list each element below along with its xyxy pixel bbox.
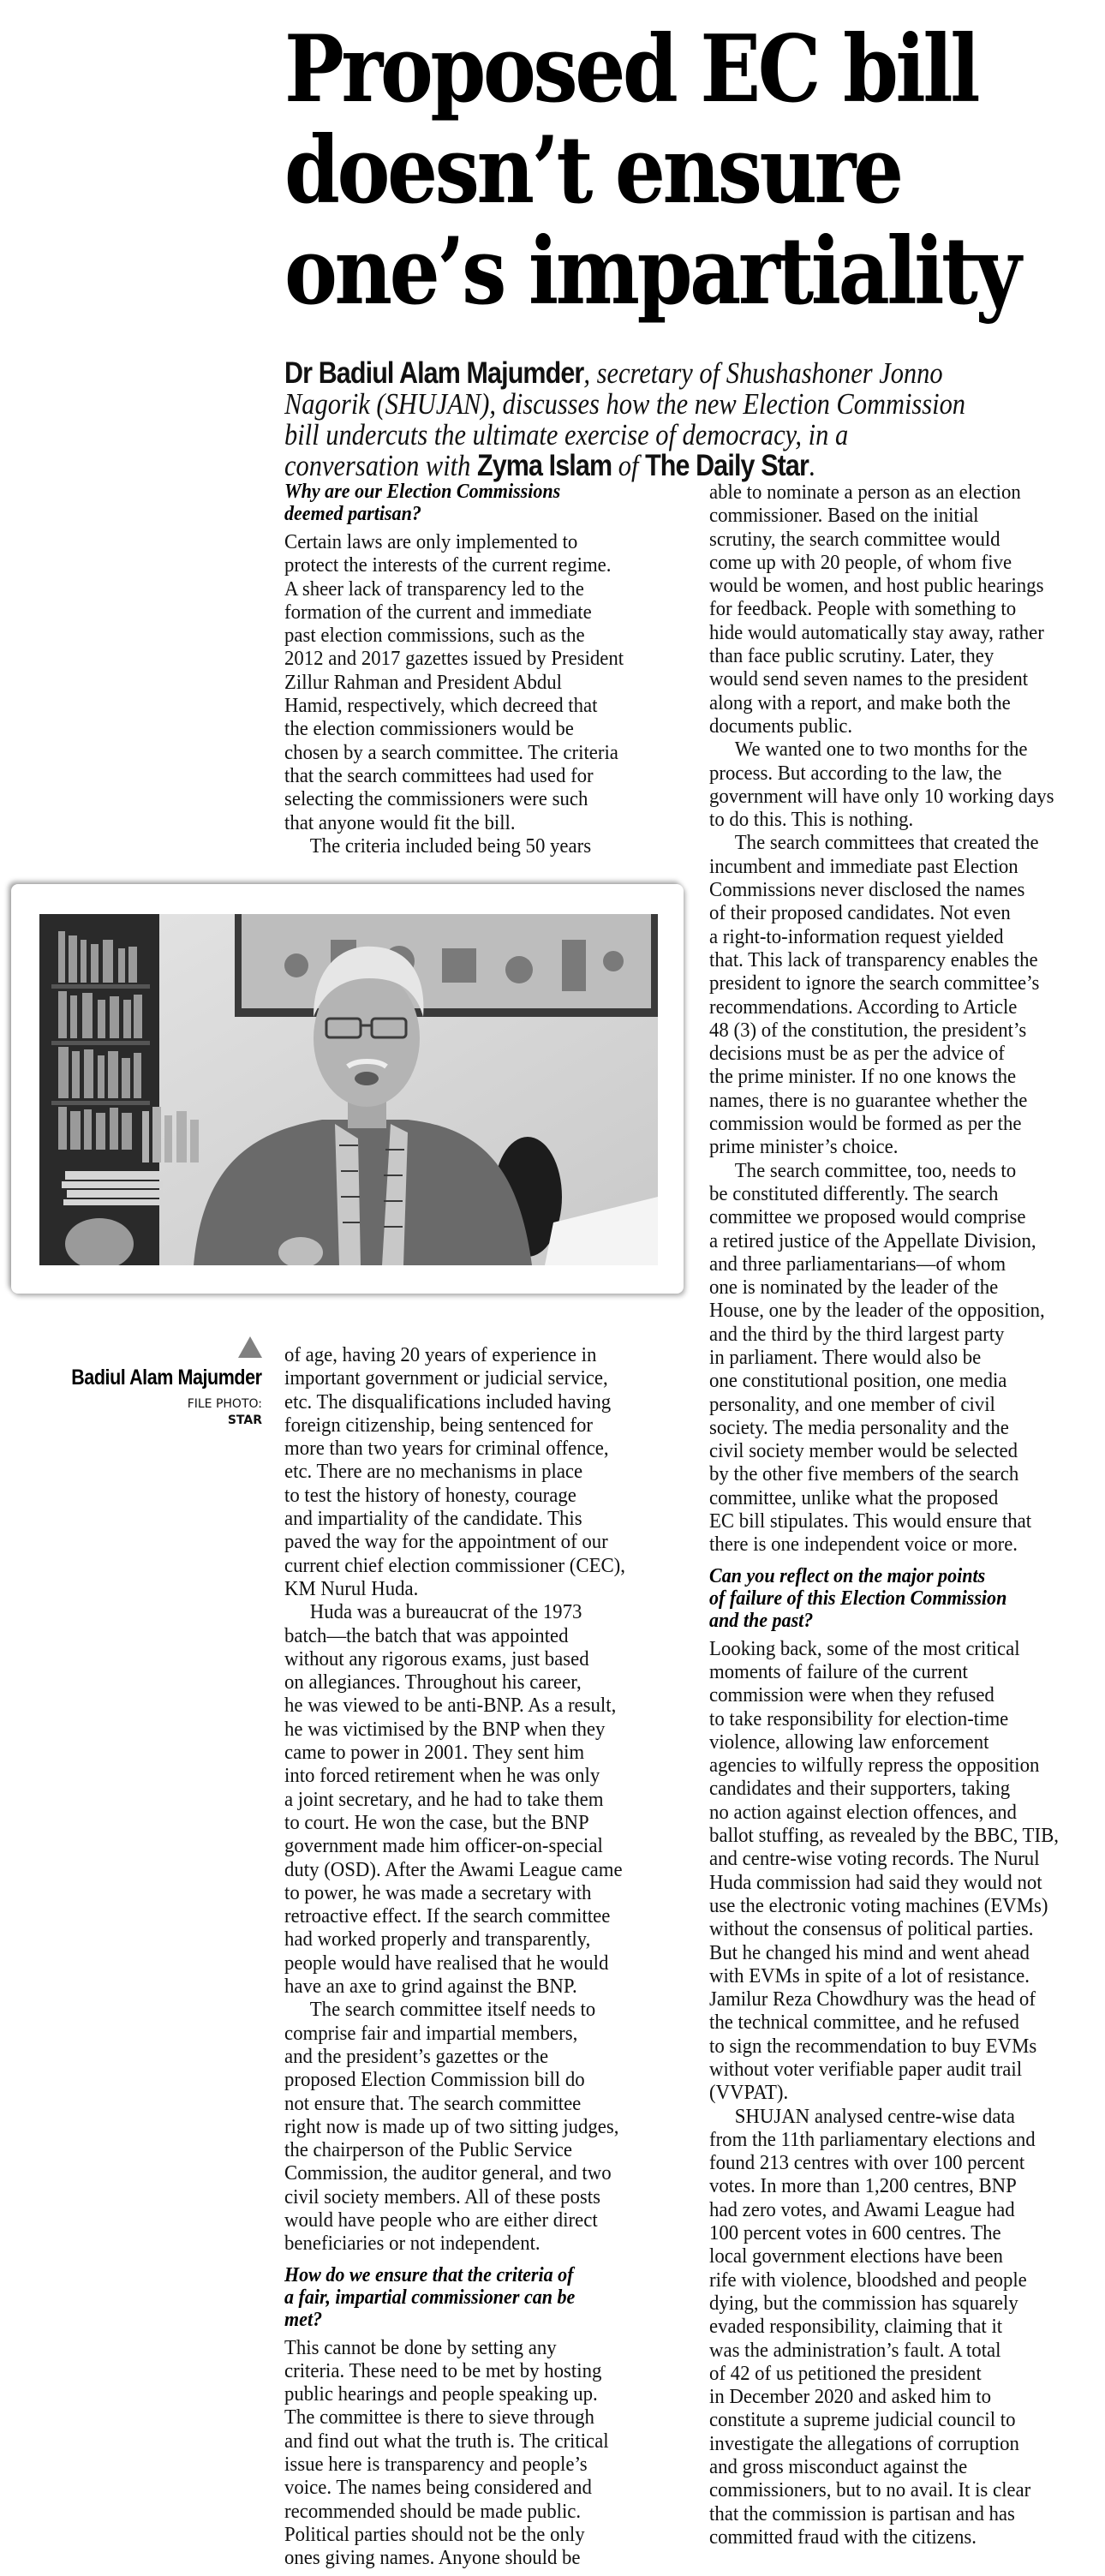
headline-line-3: one’s impartiality	[284, 218, 1019, 326]
paragraph-line: came to power in 2001. They sent him	[284, 1741, 585, 1765]
paragraph-line: (VVPAT).	[709, 2081, 789, 2105]
publication-name: The Daily Star	[645, 449, 809, 482]
paragraph-line: incumbent and immediate past Election	[709, 854, 1018, 878]
paragraph-line: commission would be formed as per the	[709, 1112, 1022, 1136]
paragraph-line: We wanted one to two months for the	[734, 738, 1028, 762]
paragraph-line: Huda commission had said they would not	[709, 1870, 1042, 1894]
paragraph-line: that. This lack of transparency enables the	[709, 947, 1038, 971]
headline-line-2: doesn’t ensure	[284, 117, 901, 224]
standfirst	[284, 358, 1015, 481]
headline-line-1: Proposed EC bill	[284, 15, 978, 123]
paragraph-line: Jamilur Reza Chowdhury was the head of	[709, 1987, 1036, 2011]
photo-illustration	[39, 914, 658, 1265]
paragraph-line: etc. There are no mechanisms in place	[284, 1460, 583, 1484]
paragraph-line: selecting the commissioners were such	[284, 787, 588, 811]
caption-name: Badiul Alam Majumder	[71, 1366, 262, 1390]
paragraph-line: evaded responsibility, claiming that it	[709, 2315, 1003, 2339]
paragraph-line: paved the way for the appointment of our	[284, 1530, 608, 1554]
photo-credit-source: STAR	[227, 1414, 262, 1427]
paragraph-line: than face public scrutiny. Later, they	[709, 644, 994, 668]
photo-frame	[11, 884, 684, 1294]
standfirst-text: of	[612, 449, 646, 482]
interviewer-name: Zyma Islam	[476, 449, 612, 482]
paragraph-line: names, there is no guarantee whether the	[709, 1088, 1028, 1112]
paragraph-line: of their proposed candidates. Not even	[709, 901, 1011, 925]
paragraph-line: civil society member would be selected	[709, 1439, 1018, 1463]
paragraph-line: ballot stuffing, as revealed by the BBC, TIB,	[709, 1824, 1059, 1848]
paragraph-line: rife with violence, bloodshed and people	[709, 2268, 1027, 2292]
paragraph-line: 48 (3) of the constitution, the president’s	[709, 1018, 1027, 1042]
paragraph-line: public hearings and people speaking up.	[284, 2382, 598, 2406]
question-heading-line: met?	[284, 2307, 323, 2331]
paragraph-line: and gross misconduct against the	[709, 2455, 968, 2479]
paragraph-line: constitute a supreme judicial council to	[709, 2408, 1016, 2432]
paragraph-line: for feedback. People with something to	[709, 597, 1017, 621]
paragraph-line: hide would automatically stay away, rather	[709, 620, 1044, 644]
paragraph-line: duty (OSD). After the Awami League came	[284, 1857, 623, 1881]
paragraph-line: comprise fair and impartial members,	[284, 2021, 578, 2045]
paragraph-line: issue here is transparency and people’s	[284, 2453, 588, 2477]
paragraph-line: to take responsibility for election-time	[709, 1706, 1009, 1730]
paragraph-line: in December 2020 and asked him to	[709, 2385, 992, 2409]
paragraph-line: there is one independent voice or more.	[709, 1533, 1018, 1557]
paragraph-line: votes. In more than 1,200 centres, BNP	[709, 2174, 1017, 2198]
paragraph-line: formation of the current and immediate	[284, 600, 592, 624]
paragraph-line: and the third by the third largest party	[709, 1322, 1005, 1346]
paragraph-line: But he changed his mind and went ahead	[709, 1940, 1030, 1964]
question-heading-line: Can you reflect on the major points	[709, 1563, 986, 1587]
paragraph-line: Commissions never disclosed the names	[709, 878, 1025, 902]
standfirst-text: , secretary of Shushashoner Jonno	[583, 356, 943, 390]
paragraph-line: more than two years for criminal offence,	[284, 1437, 609, 1461]
paragraph-line: he was viewed to be anti-BNP. As a result,	[284, 1694, 617, 1718]
paragraph-line: one constitutional position, one media	[709, 1369, 1007, 1393]
article-column-1-bottom	[284, 1343, 687, 2570]
paragraph-line: without any rigorous exams, just based	[284, 1647, 589, 1671]
paragraph-line: on allegiances. Throughout his career,	[284, 1671, 582, 1694]
paragraph-line: government will have only 10 working days	[709, 784, 1054, 808]
paragraph-line: and centre-wise voting records. The Nurul	[709, 1847, 1040, 1871]
paragraph-line: moments of failure of the current	[709, 1659, 968, 1683]
paragraph-line: Huda was a bureaucrat of the 1973	[309, 1600, 582, 1624]
paragraph-line: Looking back, some of the most critical	[709, 1636, 1020, 1660]
paragraph-line: be constituted differently. The search	[709, 1181, 999, 1205]
paragraph-line: 2012 and 2017 gazettes issued by President	[284, 647, 624, 671]
paragraph-line: the technical committee, and he refused	[709, 2011, 1019, 2035]
paragraph-line: people would have realised that he would	[284, 1951, 609, 1975]
question-heading-line: of failure of this Election Commission	[709, 1586, 1007, 1610]
standfirst-text: conversation with	[284, 449, 477, 482]
question-heading-line: deemed partisan?	[284, 502, 421, 525]
paragraph-line: society. The media personality and the	[709, 1415, 1009, 1439]
paragraph-line: proposed Election Commission bill do	[284, 2068, 585, 2092]
paragraph-line: investigate the allegations of corruption	[709, 2431, 1019, 2455]
paragraph-line: in parliament. There would also be	[709, 1345, 982, 1369]
paragraph-line: civil society members. All of these posts	[284, 2185, 600, 2208]
paragraph-line: would send seven names to the president	[709, 667, 1029, 691]
paragraph-line: and the president’s gazettes or the	[284, 2044, 549, 2068]
paragraph-line: the prime minister. If no one knows the	[709, 1065, 1017, 1089]
paragraph-line: right now is made up of two sitting judges,	[284, 2114, 619, 2138]
paragraph-line: KM Nurul Huda.	[284, 1576, 419, 1600]
paragraph-line: without the consensus of political parties.	[709, 1917, 1034, 1941]
paragraph-line: SHUJAN analysed centre-wise data	[734, 2104, 1015, 2128]
paragraph-line: personality, and one member of civil	[709, 1392, 995, 1416]
paragraph-line: Certain laws are only implemented to	[284, 530, 578, 553]
paragraph-line: that the commission is partisan and has	[709, 2501, 1015, 2525]
paragraph-line: process. But according to the law, the	[709, 761, 1002, 785]
paragraph-line: candidates and their supporters, taking	[709, 1777, 1011, 1801]
paragraph-line: would be women, and host public hearings	[709, 574, 1044, 598]
paragraph-line: without voter verifiable paper audit trail	[709, 2058, 1023, 2081]
paragraph-line: The criteria included being 50 years	[309, 834, 592, 858]
paragraph-line: 100 percent votes in 600 centres. The	[709, 2221, 1001, 2245]
paragraph-line: commissioners, but to no avail. It is clear	[709, 2478, 1031, 2502]
paragraph-line: to do this. This is nothing.	[709, 808, 914, 832]
question-heading-line: Why are our Election Commissions	[284, 480, 561, 503]
paragraph-line: to power, he was made a secretary with	[284, 1880, 592, 1904]
paragraph-line: have an axe to grind against the BNP.	[284, 1975, 577, 1999]
standfirst-text: bill undercuts the ultimate exercise of democracy, in a	[284, 418, 849, 451]
paragraph-line: committee, unlike what the proposed	[709, 1485, 999, 1509]
paragraph-line: no action against election offences, and	[709, 1800, 1017, 1824]
paragraph-line: Hamid, respectively, which decreed that	[284, 694, 598, 718]
paragraph-line: of age, having 20 years of experience in	[284, 1343, 597, 1366]
paragraph-line: batch—the batch that was appointed	[284, 1623, 569, 1647]
paragraph-line: Political parties should not be the only	[284, 2522, 585, 2546]
paragraph-line: government made him officer-on-special	[284, 1834, 603, 1858]
paragraph-line: criteria. These need to be met by hosting	[284, 2358, 602, 2382]
paragraph-line: that the search committees had used for	[284, 763, 594, 787]
paragraph-line: House, one by the leader of the opposition,	[709, 1299, 1045, 1323]
paragraph-line: voice. The names being considered and	[284, 2476, 592, 2500]
paragraph-line: recommendations. According to Article	[709, 995, 1018, 1019]
paragraph-line: scrutiny, the search committee would	[709, 527, 1000, 551]
question-heading-line: How do we ensure that the criteria of	[284, 2262, 574, 2286]
paragraph-line: found 213 centres with over 100 percent	[709, 2151, 1025, 2175]
paragraph-line: retroactive effect. If the search committee	[284, 1904, 611, 1928]
paragraph-line: he was victimised by the BNP when they	[284, 1717, 606, 1741]
question-heading-line: a fair, impartial commissioner can be	[284, 2285, 576, 2309]
photo-credit	[188, 1396, 262, 1429]
paragraph-line: the chairperson of the Public Service	[284, 2138, 572, 2162]
paragraph-line: violence, allowing law enforcement	[709, 1730, 989, 1754]
paragraph-line: A sheer lack of transparency led to the	[284, 577, 584, 601]
standfirst-text: .	[808, 449, 815, 482]
paragraph-line: commissioner. Based on the initial	[709, 504, 979, 528]
photo-credit-label: FILE PHOTO:	[187, 1397, 262, 1411]
paragraph-line: and three parliamentarians—of whom	[709, 1252, 1006, 1276]
paragraph-line: beneficiaries or not independent.	[284, 2232, 541, 2256]
paragraph-line: not ensure that. The search committee	[284, 2091, 582, 2115]
paragraph-line: decisions must be as per the advice of	[709, 1042, 1005, 1066]
paragraph-line: use the electronic voting machines (EVMs)	[709, 1893, 1048, 1917]
paragraph-line: the election commissioners would be	[284, 717, 574, 741]
paragraph-line: current chief election commissioner (CEC),	[284, 1553, 625, 1577]
paragraph-line: The search committees that created the	[734, 831, 1039, 855]
headline	[284, 15, 1019, 326]
paragraph-line: committee we proposed would comprise	[709, 1205, 1026, 1229]
paragraph-line: past election commissions, such as the	[284, 624, 585, 648]
paragraph-line: to court. He won the case, but the BNP	[284, 1810, 589, 1834]
paragraph-line: by the other five members of the search	[709, 1462, 1019, 1486]
paragraph-line: of 42 of us petitioned the president	[709, 2361, 982, 2385]
paragraph-line: protect the interests of the current regime.	[284, 553, 612, 577]
paragraph-line: The search committee, too, needs to	[734, 1158, 1017, 1182]
paragraph-line: agencies to wilfully repress the opposition	[709, 1754, 1040, 1778]
paragraph-line: come up with 20 people, of whom five	[709, 550, 1012, 574]
paragraph-line: dying, but the commission has squarely	[709, 2291, 1018, 2315]
paragraph-line: This cannot be done by setting any	[284, 2335, 557, 2359]
article-column-1-top	[284, 481, 687, 858]
paragraph-line: ones giving names. Anyone should be	[284, 2546, 581, 2570]
paragraph-line: local government elections have been	[709, 2244, 1003, 2268]
portrait-photo	[39, 914, 658, 1265]
paragraph-line: The search committee itself needs to	[309, 1998, 596, 2022]
paragraph-line: had zero votes, and Awami League had	[709, 2197, 1015, 2221]
paragraph-line: able to nominate a person as an election	[709, 481, 1021, 504]
paragraph-line: from the 11th parliamentary elections and	[709, 2127, 1036, 2151]
paragraph-line: and find out what the truth is. The critical	[284, 2429, 609, 2453]
paragraph-line: etc. The disqualifications included having	[284, 1390, 612, 1414]
paragraph-line: president to ignore the search committee’s	[709, 971, 1040, 995]
paragraph-line: foreign citizenship, being sentenced for	[284, 1413, 594, 1437]
paragraph-line: prime minister’s choice.	[709, 1135, 899, 1159]
paragraph-line: that anyone would fit the bill.	[284, 810, 516, 834]
question-heading-line: and the past?	[709, 1608, 814, 1632]
paragraph-line: and impartiality of the candidate. This	[284, 1507, 582, 1531]
paragraph-line: to sign the recommendation to buy EVMs	[709, 2034, 1037, 2058]
standfirst-text: Nagorik (SHUJAN), discusses how the new Election Commission	[284, 387, 966, 421]
paragraph-line: one is nominated by the leader of the	[709, 1276, 999, 1300]
paragraph-line: into forced retirement when he was only	[284, 1764, 600, 1788]
paragraph-line: Commission, the auditor general, and two	[284, 2161, 612, 2185]
paragraph-line: was the administration’s fault. A total	[709, 2338, 1001, 2362]
paragraph-line: with EVMs in spite of a lot of resistance.	[709, 1963, 1030, 1987]
paragraph-line: chosen by a search committee. The criteria	[284, 740, 618, 764]
paragraph-line: would have people who are either direct	[284, 2208, 598, 2232]
interviewee-name: Dr Badiul Alam Majumder	[284, 356, 584, 390]
paragraph-line: a retired justice of the Appellate Division,	[709, 1228, 1036, 1252]
paragraph-line: committed fraud with the citizens.	[709, 2525, 977, 2549]
paragraph-line: had worked properly and transparently,	[284, 1928, 591, 1951]
paragraph-line: along with a report, and make both the	[709, 690, 1011, 714]
paragraph-line: commission were when they refused	[709, 1683, 994, 1707]
article-column-2	[709, 481, 1103, 2549]
paragraph-line: EC bill stipulates. This would ensure that	[709, 1509, 1032, 1533]
paragraph-line: a right-to-information request yielded	[709, 924, 1004, 948]
paragraph-line: recommended should be made public.	[284, 2499, 582, 2523]
paragraph-line: important government or judicial service,	[284, 1366, 608, 1390]
caption-up-arrow-icon	[238, 1336, 262, 1358]
paragraph-line: to test the history of honesty, courage	[284, 1483, 576, 1507]
paragraph-line: documents public.	[709, 714, 853, 738]
paragraph-line: a joint secretary, and he had to take them	[284, 1787, 604, 1811]
paragraph-line: The committee is there to sieve through	[284, 2406, 594, 2430]
paragraph-line: Zillur Rahman and President Abdul	[284, 670, 563, 694]
